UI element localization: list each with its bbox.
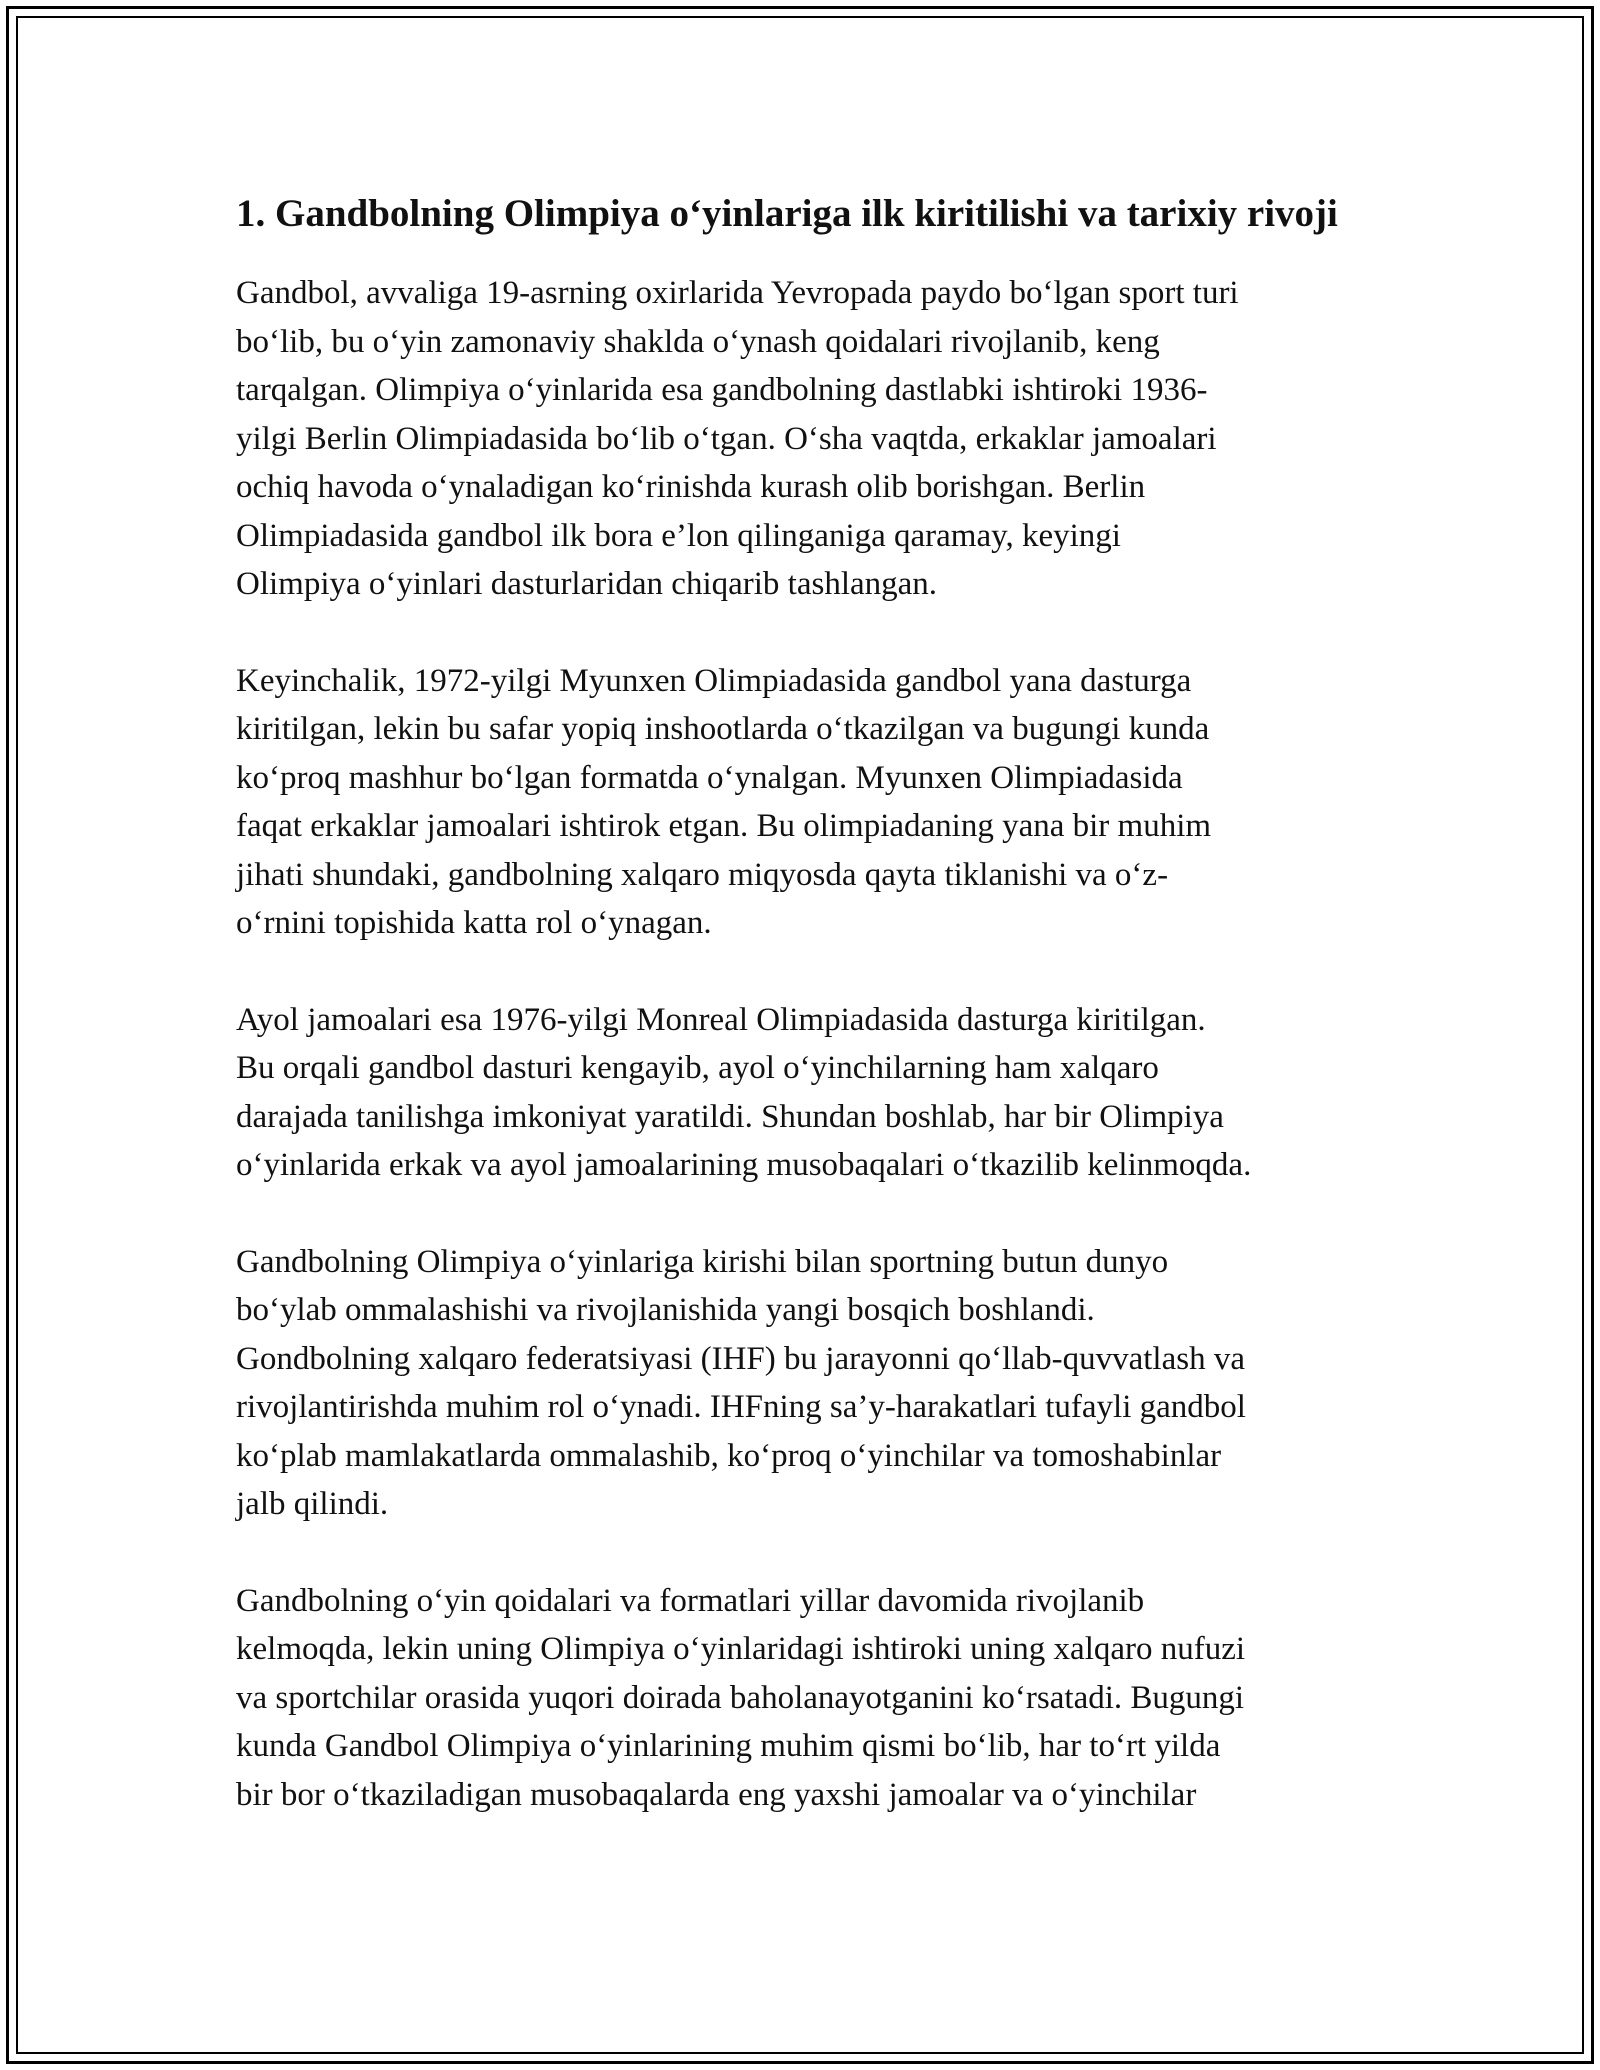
paragraph-line: Olimpiadasida gandbol ilk bora e’lon qilinganiga qaramay, keyingi [236, 517, 1121, 554]
paragraph-line: bo‘ylab ommalashishi va rivojlanishida yangi bosqich boshlandi. [236, 1292, 1095, 1328]
paragraph-line: yilgi Berlin Olimpiadasida bo‘lib o‘tgan. O‘sha vaqtda, erkaklar jamoalari [236, 420, 1217, 457]
paragraph-line: Bu orqali gandbol dasturi kengayib, ayol o‘yinchilarning ham xalqaro [236, 1050, 1159, 1086]
paragraph-line: darajada tanilishga imkoniyat yaratildi. Shundan boshlab, har bir Olimpiya [236, 1098, 1224, 1135]
paragraph-line: rivojlantirishda muhim rol o‘ynadi. IHFning sa’y-harakatlari tufayli gandbol [236, 1389, 1246, 1425]
paragraph-3 [236, 996, 1396, 1190]
paragraph-5 [236, 1577, 1396, 1820]
paragraph-2 [236, 657, 1396, 948]
paragraph-line: bir bor o‘tkaziladigan musobaqalarda eng yaxshi jamoalar va o‘yinchilar [236, 1776, 1197, 1813]
paragraph-line: Keyinchalik, 1972-yilgi Myunxen Olimpiadasida gandbol yana dasturga [236, 662, 1192, 699]
document-body [236, 186, 1396, 1867]
section-title: 1. Gandbolning Olimpiya o‘yinlariga ilk kiritilishi va tarixiy rivoji [236, 192, 1338, 235]
paragraph-4 [236, 1238, 1396, 1529]
paragraph-line: Gandbolning Olimpiya o‘yinlariga kirishi bilan sportning butun dunyo [236, 1243, 1169, 1280]
paragraph-line: va sportchilar orasida yuqori doirada baholanayotganini ko‘rsatadi. Bugungi [236, 1679, 1245, 1716]
paragraph-line: kelmoqda, lekin uning Olimpiya o‘yinlaridagi ishtiroki uning xalqaro nufuzi [236, 1631, 1246, 1667]
paragraph-line: ko‘plab mamlakatlarda ommalashib, ko‘proq o‘yinchilar va tomoshabinlar [236, 1437, 1222, 1474]
paragraph-1 [236, 269, 1396, 609]
paragraph-line: Olimpiya o‘yinlari dasturlaridan chiqarib tashlangan. [236, 566, 938, 602]
paragraph-line: faqat erkaklar jamoalari ishtirok etgan. Bu olimpiadaning yana bir muhim [236, 808, 1212, 844]
paragraph-line: bo‘lib, bu o‘yin zamonaviy shaklda o‘ynash qoidalari rivojlanib, keng [236, 323, 1160, 360]
paragraph-line: Gandbolning o‘yin qoidalari va formatlari yillar davomida rivojlanib [236, 1582, 1145, 1619]
paragraph-line: o‘rnini topishida katta rol o‘ynagan. [236, 905, 712, 941]
paragraph-line: ko‘proq mashhur bo‘lgan formatda o‘ynalgan. Myunxen Olimpiadasida [236, 759, 1183, 796]
paragraph-line: ochiq havoda o‘ynaladigan ko‘rinishda kurash olib borishgan. Berlin [236, 469, 1146, 505]
paragraph-line: o‘yinlarida erkak va ayol jamoalarining musobaqalari o‘tkazilib kelinmoqda. [236, 1147, 1252, 1183]
paragraph-line: kunda Gandbol Olimpiya o‘yinlarining muhim qismi bo‘lib, har to‘rt yilda [236, 1728, 1221, 1764]
paragraph-line: Ayol jamoalari esa 1976-yilgi Monreal Olimpiadasida dasturga kiritilgan. [236, 1001, 1206, 1038]
paragraph-line: Gandbol, avvaliga 19-asrning oxirlarida Yevropada paydo bo‘lgan sport turi [236, 275, 1239, 311]
paragraph-line: Gondbolning xalqaro federatsiyasi (IHF) bu jarayonni qo‘llab-quvvatlash va [236, 1340, 1245, 1377]
paragraph-line: jihati shundaki, gandbolning xalqaro miqyosda qayta tiklanishi va o‘z- [236, 856, 1169, 893]
paragraph-line: jalb qilindi. [236, 1486, 389, 1522]
paragraph-line: tarqalgan. Olimpiya o‘yinlarida esa gandbolning dastlabki ishtiroki 1936- [236, 372, 1208, 408]
paragraph-line: kiritilgan, lekin bu safar yopiq inshootlarda o‘tkazilgan va bugungi kunda [236, 711, 1210, 747]
